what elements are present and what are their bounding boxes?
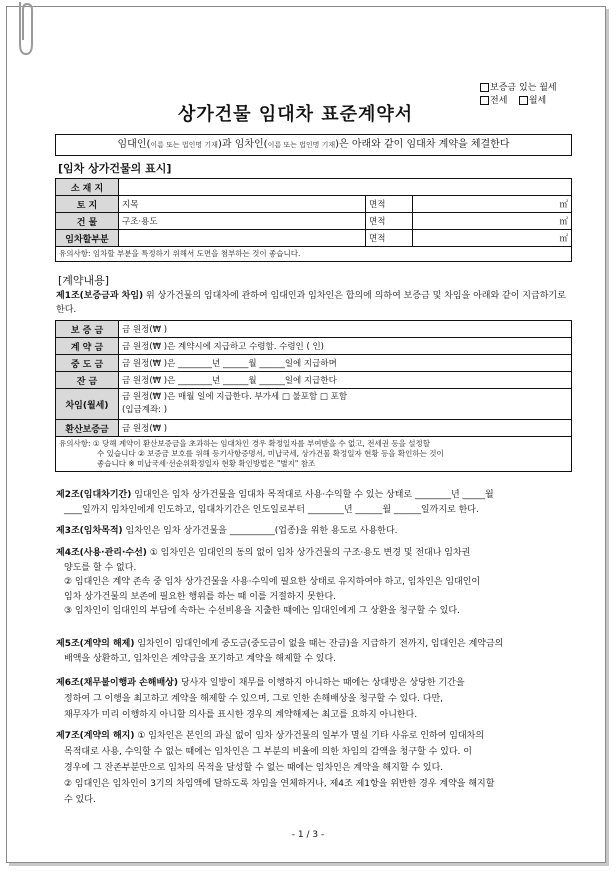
row-label: 환산보증금: [56, 420, 119, 437]
article-line: ____일까지 임차인에게 인도하고, 임대차기간은 인도일로부터 ________년 ______월 ______일까지로 한다.: [64, 505, 479, 515]
rent-line: 금 원정(₩ )은 매월 일에 지급한다. 부가세 □ 불포함 □ 포함: [122, 392, 348, 402]
article-line: 임대인은 임차 상가건물을 임대차 목적대로 사용·수익할 수 있는 상태로 ________년 _____월: [131, 490, 494, 500]
row-label: 건 물: [56, 213, 119, 230]
paperclip-icon: [12, 0, 34, 58]
article-line: ① 임차인은 임대인의 동의 없이 임차 상가건물의 구조·용도 변경 및 전대나 임차권: [146, 548, 471, 558]
area-cell[interactable]: ㎡: [413, 196, 572, 213]
row-label: 중 도 금: [56, 355, 119, 372]
table-row: [56, 179, 572, 196]
article-4: [56, 546, 572, 619]
parties-ending: )은 아래와 같이 임대차 계약을 체결한다: [335, 139, 510, 150]
table-row: [56, 230, 572, 247]
article-7: [56, 728, 572, 808]
article-1: [56, 289, 572, 317]
checkbox-monthly[interactable]: [519, 96, 528, 105]
balance-cell[interactable]: 금 원정(₩ )은 ________년 ______월 ______일에 지급한다: [119, 372, 572, 389]
contract-heading: [계약내용]: [58, 274, 110, 287]
article-line: 배액을 상환하고, 임차인은 계약금을 포기하고 계약을 해제할 수 있다.: [64, 654, 337, 664]
leased-part-cell[interactable]: [119, 230, 366, 247]
row-label: 잔 금: [56, 372, 119, 389]
land-type-cell[interactable]: 지목: [119, 196, 366, 213]
article-line: 임차인은 임차 상가건물을 __________(업종)을 위한 용도로 사용한다.: [122, 526, 398, 536]
article-line: ② 임대인은 임차인이 3기의 차임액에 달하도록 차임을 연체하거나, 제4조 제1항을 위반한 경우 계약을 해지할: [64, 779, 495, 789]
article-line: ② 임대인은 계약 존속 중 임차 상가건물을 사용·수익에 필요한 상태로 유지하여야 하고, 임차인은 임대인이: [64, 577, 481, 587]
article-title: 제5조(계약의 해제): [56, 639, 135, 649]
row-label: 차임(월세): [56, 389, 119, 420]
article-line: 목적대로 사용, 수익할 수 없는 때에는 임차인은 그 부분의 비율에 의한 차임의 감액을 청구할 수 있다. 이: [64, 747, 472, 757]
article-title: 제4조(사용·관리·수선): [56, 548, 147, 558]
property-heading: [임차 상가건물의 표시]: [58, 162, 172, 175]
table-row: [56, 437, 572, 472]
property-note: 유의사항: 임차할 부분을 특정하기 위해서 도면을 첨부하는 것이 좋습니다.: [56, 247, 572, 262]
tenant-label: )과 임차인(: [217, 139, 268, 150]
article-5: [56, 637, 572, 667]
table-row: [56, 420, 572, 437]
note-line: 유의사항: ① 당해 계약이 환산보증금을 초과하는 임대차인 경우 확정일자를 부여받을 수 없고, 전세권 등을 설정할: [59, 439, 431, 448]
table-row: [56, 372, 572, 389]
property-table: [55, 178, 572, 262]
row-label: 소 재 지: [56, 179, 119, 196]
article-line: ③ 임차인이 임대인의 부담에 속하는 수선비용을 지출한 때에는 임대인에게 그 상환을 청구할 수 있다.: [64, 606, 460, 616]
structure-cell[interactable]: 구조·용도: [119, 213, 366, 230]
article-title: 제6조(채무불이행과 손해배상): [56, 678, 178, 688]
article-title: 제3조(임차목적): [56, 526, 123, 536]
row-label: 토 지: [56, 196, 119, 213]
payment-table: [55, 320, 572, 472]
row-label: 보 증 금: [56, 321, 119, 338]
article-3: [56, 524, 572, 539]
article-line: 채무자가 미리 이행하지 아니할 의사를 표시한 경우의 계약해제는 최고를 요하지 아니한다.: [64, 710, 418, 720]
table-row: [56, 355, 572, 372]
article-title: 제2조(임대차기간): [56, 490, 132, 500]
landlord-label: 임대인(: [117, 139, 151, 150]
account-line: (입금계좌: ): [122, 405, 168, 415]
option-label: 보증금 있는 월세: [490, 83, 557, 93]
area-cell[interactable]: ㎡: [413, 213, 572, 230]
article-line: 양도를 할 수 없다.: [64, 562, 137, 573]
converted-deposit-cell[interactable]: 금 원정(₩ ): [119, 420, 572, 437]
area-label: 면적: [366, 230, 413, 247]
table-row: [56, 196, 572, 213]
table-row: [56, 247, 572, 262]
option-label: 월세: [528, 96, 547, 106]
area-label: 면적: [366, 196, 413, 213]
area-label: 면적: [366, 213, 413, 230]
checkbox-jeonse[interactable]: [480, 96, 489, 105]
table-row: [56, 213, 572, 230]
article-line: 임차 상가건물의 보존에 필요한 행위를 하는 때 이를 거절하지 못한다.: [64, 591, 337, 602]
row-label: 계 약 금: [56, 338, 119, 355]
tenant-hint: 이름 또는 법인명 기재: [267, 141, 336, 149]
option-label: 전세: [490, 96, 508, 106]
article-line: ① 임차인은 본인의 과실 없이 임차 상가건물의 일부가 멸실 기타 사유로 인하여 임대차의: [134, 731, 485, 741]
page-title: 상가건물 임대차 표준계약서: [178, 104, 414, 125]
table-row: [56, 338, 572, 355]
note-line: 수 있습니다 ② 보증금 보호를 위해 등기사항증명서, 미납국세, 상가건물 확정일자 현황 등을 확인하는 것이: [97, 449, 444, 458]
article-line: 임차인이 임대인에게 중도금(중도금이 없을 때는 잔금)을 지급하기 전까지, 임대인은 계약금의: [134, 639, 504, 649]
article-line: 정하여 그 이행을 최고하고 계약을 해제할 수 있으며, 그로 인한 손해배상을 청구할 수 있다. 다만,: [64, 694, 444, 704]
row-label: 임차할부분: [56, 230, 119, 247]
article-title: 제1조(보증금과 차임): [56, 291, 144, 301]
deposit-cell[interactable]: 금 원정(₩ ): [119, 321, 572, 338]
checkbox-deposit-monthly[interactable]: [480, 83, 489, 92]
monthly-rent-cell[interactable]: [119, 389, 572, 420]
contract-type-options: [480, 82, 557, 108]
table-row: [56, 321, 572, 338]
article-line: 당사자 일방이 채무를 이행하지 아니하는 때에는 상대방은 상당한 기간을: [177, 678, 465, 688]
article-2: [56, 488, 572, 518]
table-row: [56, 389, 572, 420]
note-line: 좋습니다 ※ 미납국세·선순위확정일자 현황 확인방법은 "별지" 참조: [97, 459, 316, 468]
page-number: - 1 / 3 -: [291, 830, 325, 840]
article-6: [56, 675, 572, 723]
article-title: 제7조(계약의 해지): [56, 731, 135, 741]
area-cell[interactable]: ㎡: [413, 230, 572, 247]
article-text: 위 상가건물의 임대차에 관하여 임대인과 임차인은 합의에 의하여 보증금 및 차임을 아래와 같이 지급하기로 한다.: [56, 291, 566, 315]
landlord-hint: 이름 또는 법인명 기재: [150, 141, 218, 149]
down-payment-cell[interactable]: 금 원정(₩ )은 계약시에 지급하고 수령함. 수령인 ( 인): [119, 338, 572, 355]
payment-note: [56, 437, 572, 472]
article-line: 수 있다.: [64, 795, 96, 805]
address-cell[interactable]: [119, 179, 572, 196]
interim-payment-cell[interactable]: 금 원정(₩ )은 ________년 ______월 ______일에 지급하며: [119, 355, 572, 372]
parties-statement: [55, 134, 572, 156]
article-line: 경우에 그 잔존부분만으로 임차의 목적을 달성할 수 없는 때에는 임차인은 계약을 해지할 수 있다.: [64, 763, 444, 773]
